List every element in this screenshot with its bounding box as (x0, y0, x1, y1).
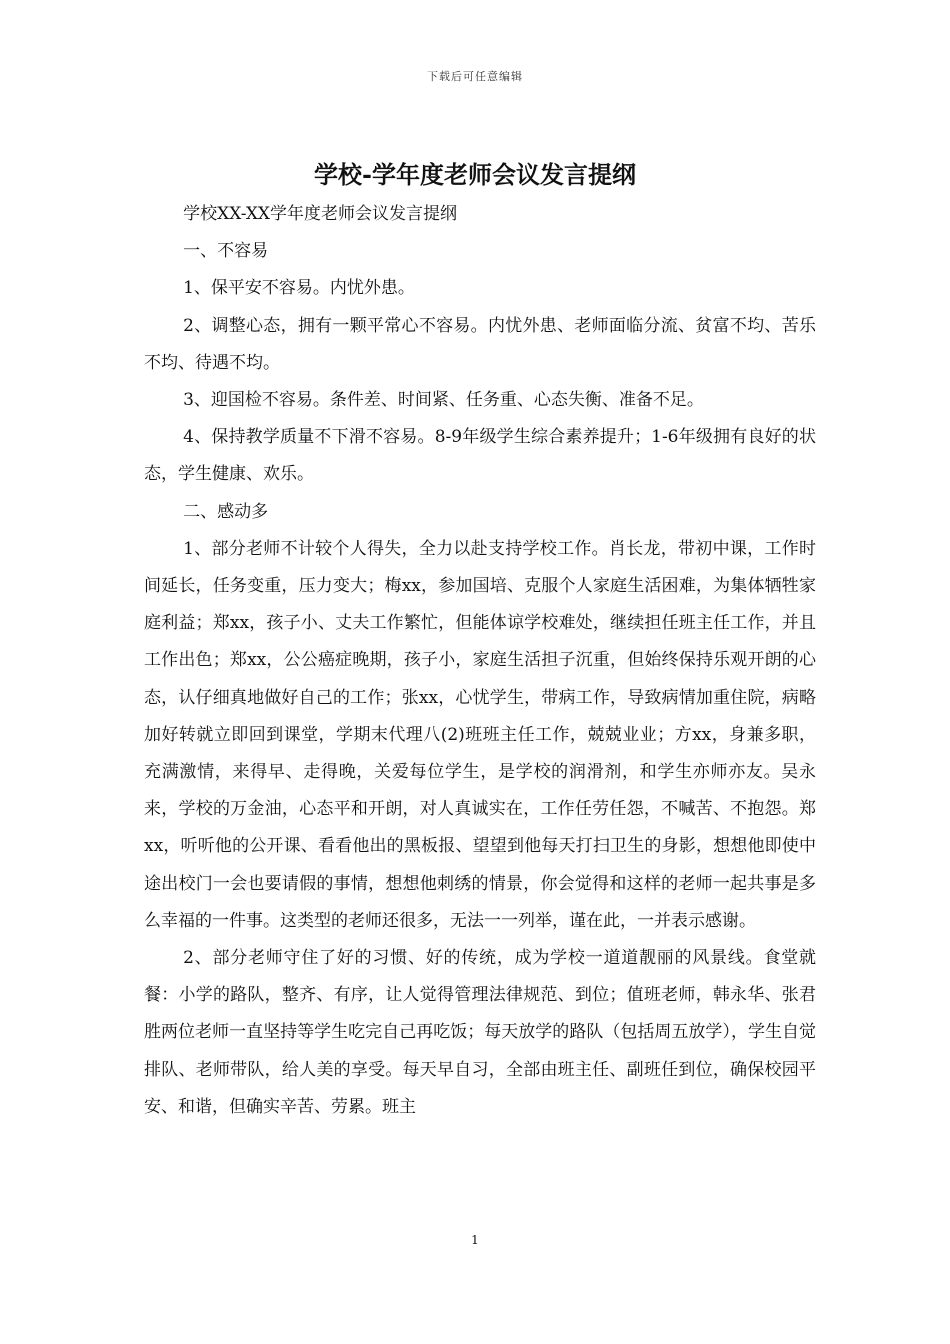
paragraph: 1、保平安不容易。内忧外患。 (183, 278, 415, 299)
document-title: 学校-学年度老师会议发言提纲 (314, 160, 636, 189)
section-heading-1: 一、不容易 (183, 241, 269, 262)
paragraph: 2、调整心态，拥有一颗平常心不容易。内忧外患、老师面临分流、贫富不均、苦乐不均、待遇不均。 (144, 315, 816, 373)
paragraph: 3、迎国检不容易。条件差、时间紧、任务重、心态失衡、准备不足。 (183, 390, 704, 411)
paragraph: 4、保持教学质量不下滑不容易。8-9年级学生综合素养提升；1-6年级拥有良好的状态，学生健康、欢乐。 (144, 427, 816, 485)
paragraph: 2、部分老师守住了好的习惯、好的传统，成为学校一道道靓丽的风景线。食堂就餐：小学的路队，整齐、有序，让人觉得管理法律规范、到位；值班老师，韩永华、张君胜两位老师一直坚持等学生吃完自己再吃饭；每天放学的路队（包括周五放学），学生自觉排队、老师带队，给人美的享受。每天早自习，全部由班主任、副班任到位，确保校园平安、和谐，但确实辛苦、劳累。班主 (144, 948, 816, 1117)
document-body (144, 196, 816, 1126)
paragraph: 1、部分老师不计较个人得失，全力以赴支持学校工作。肖长龙，带初中课，工作时间延长，任务变重，压力变大；梅xx，参加国培、克服个人家庭生活困难，为集体牺牲家庭利益；郑xx，孩子小、丈夫工作繁忙，但能体谅学校难处，继续担任班主任工作，并且工作出色；郑xx，公公癌症晚期，孩子小，家庭生活担子沉重，但始终保持乐观开朗的心态，认仔细真地做好自己的工作；张xx，心忧学生，带病工作，导致病情加重住院，病略加好转就立即回到课堂，学期末代理八(2)班班主任工作，兢兢业业；方xx，身兼多职，充满激情，来得早、走得晚，关爱每位学生，是学校的润滑剂，和学生亦师亦友。吴永来，学校的万金油，心态平和开朗，对人真诚实在，工作任劳任怨，不喊苦、不抱怨。郑xx，听听他的公开课、看看他出的黑板报、望望到他每天打扫卫生的身影，想想他即使中途出校门一会也要请假的事情，想想他刺绣的情景，你会觉得和这样的老师一起共事是多么幸福的一件事。这类型的老师还很多，无法一一列举，谨在此，一并表示感谢。 (144, 538, 816, 931)
section-heading-2: 二、感动多 (183, 501, 269, 522)
page-number: 1 (471, 1233, 479, 1247)
paragraph-subtitle: 学校XX-XX学年度老师会议发言提纲 (183, 204, 458, 224)
header-note: 下载后可任意编辑 (427, 70, 523, 83)
